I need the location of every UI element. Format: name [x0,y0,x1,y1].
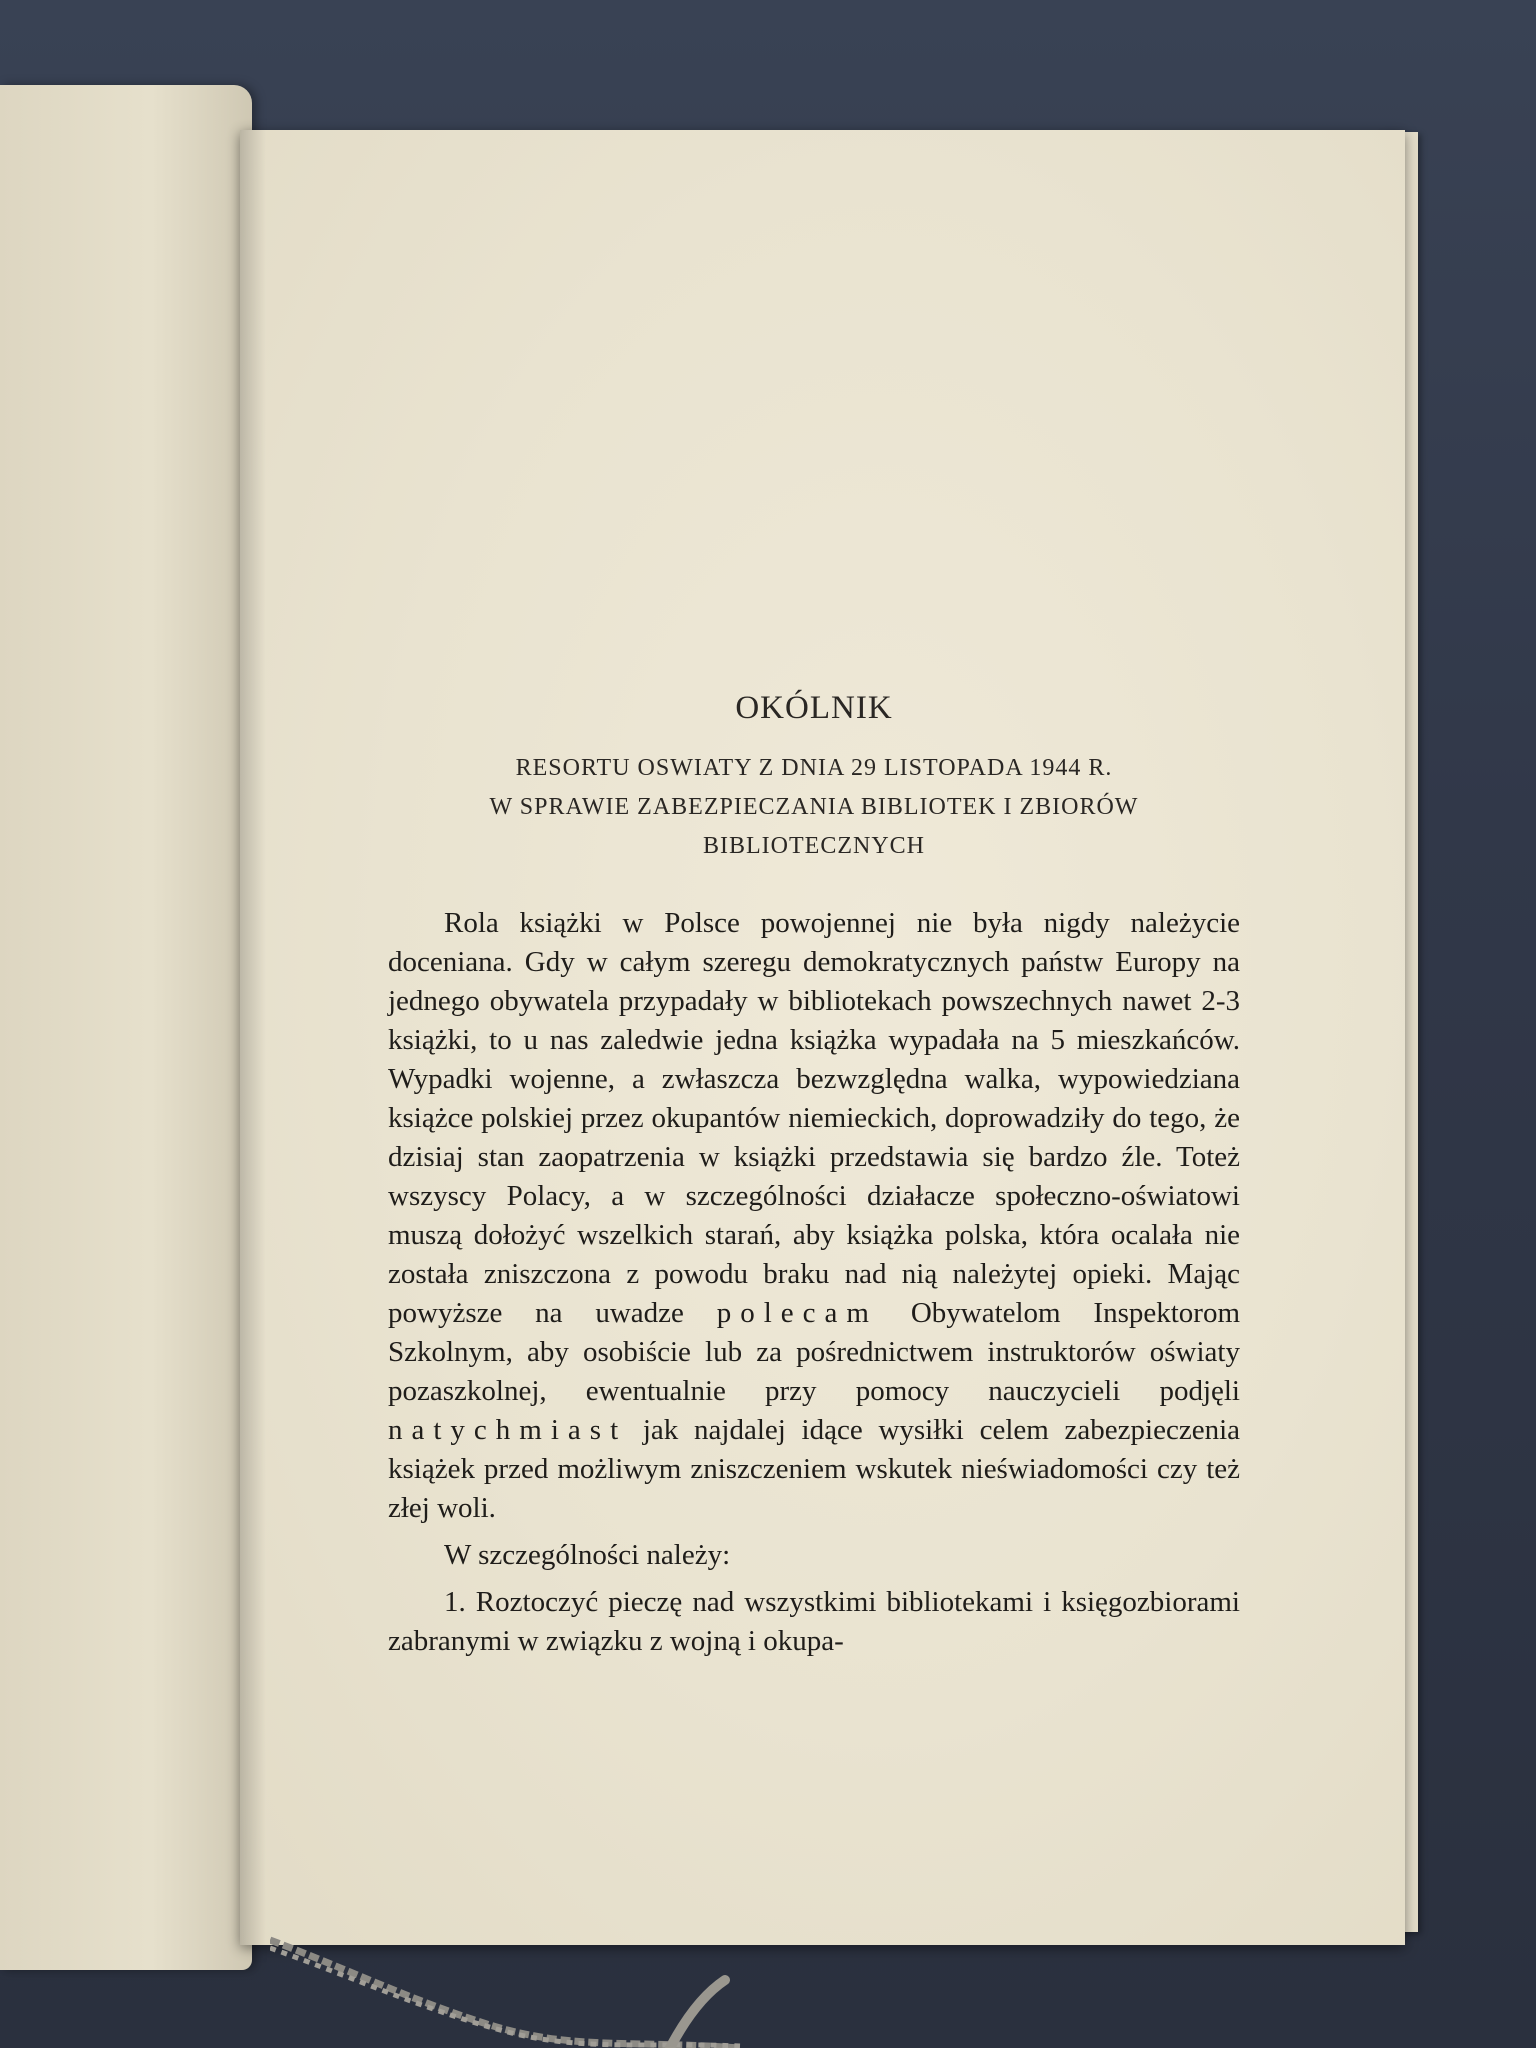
book-gutter [240,130,266,1945]
paragraph-intro [388,904,1240,1528]
left-page [0,85,252,1970]
paragraph-list-intro: W szczególności należy: [444,1539,731,1571]
emphasis-text: natychmiast [388,1414,628,1446]
paragraph-text: Obywatelom Inspektorom Szkolnym, aby osobiście lub za pośrednictwem instruktorów oświaty pozaszkolnej, ewentualnie przy pomocy nauczycieli podjęli [388,1297,1241,1407]
subtitle-line: RESORTU OSWIATY Z DNIA 29 LISTOPADA 1944 R. [515,755,1113,781]
bookmark-string [270,1930,750,2048]
document-subtitle [388,749,1240,866]
emphasis-text: polecam [716,1297,878,1329]
paragraph-text: Rola książki w Polsce powojennej nie była nigdy należycie doceniana. Gdy w całym szeregu demokratycznych państw Europy na jednego obywatela przypadały w bibliotekach powszechnych nawet 2-3 książki, to u nas zaledwie jedna książka wypadała na 5 mieszkańców. Wypadki wojenne, a zwłaszcza bezwzględna walka, wypowiedziana książce polskiej przez okupantów niemieckich, doprowadziły do tego, że dzisiaj stan zaopatrzenia w książki przedstawia się bardzo źle. Toteż wszyscy Polacy, a w szczególności działacze społeczno-oświatowi muszą dołożyć wszelkich starań, aby książka polska, która ocalała nie została zniszczona z powodu braku nad nią należytej opieki. Mając powyższe na uwadze [388,907,1240,1329]
paragraph-text: jak najdalej idące wysiłki celem zabezpieczenia książek przed możliwym zniszczeniem wskutek nieświadomości czy też złej woli. [388,1414,1240,1524]
subtitle-line: W SPRAWIE ZABEZPIECZANIA BIBLIOTEK I ZBIORÓW [489,794,1139,820]
document-title: OKÓLNIK [735,690,893,726]
subtitle-line: BIBLIOTECZNYCH [703,833,925,859]
paragraph-item-1: 1. Roztoczyć pieczę nad wszystkimi bibliotekami i księgozbiorami zabranymi w związku z wojną i okupa- [388,1586,1240,1657]
document-text [388,690,1240,1661]
